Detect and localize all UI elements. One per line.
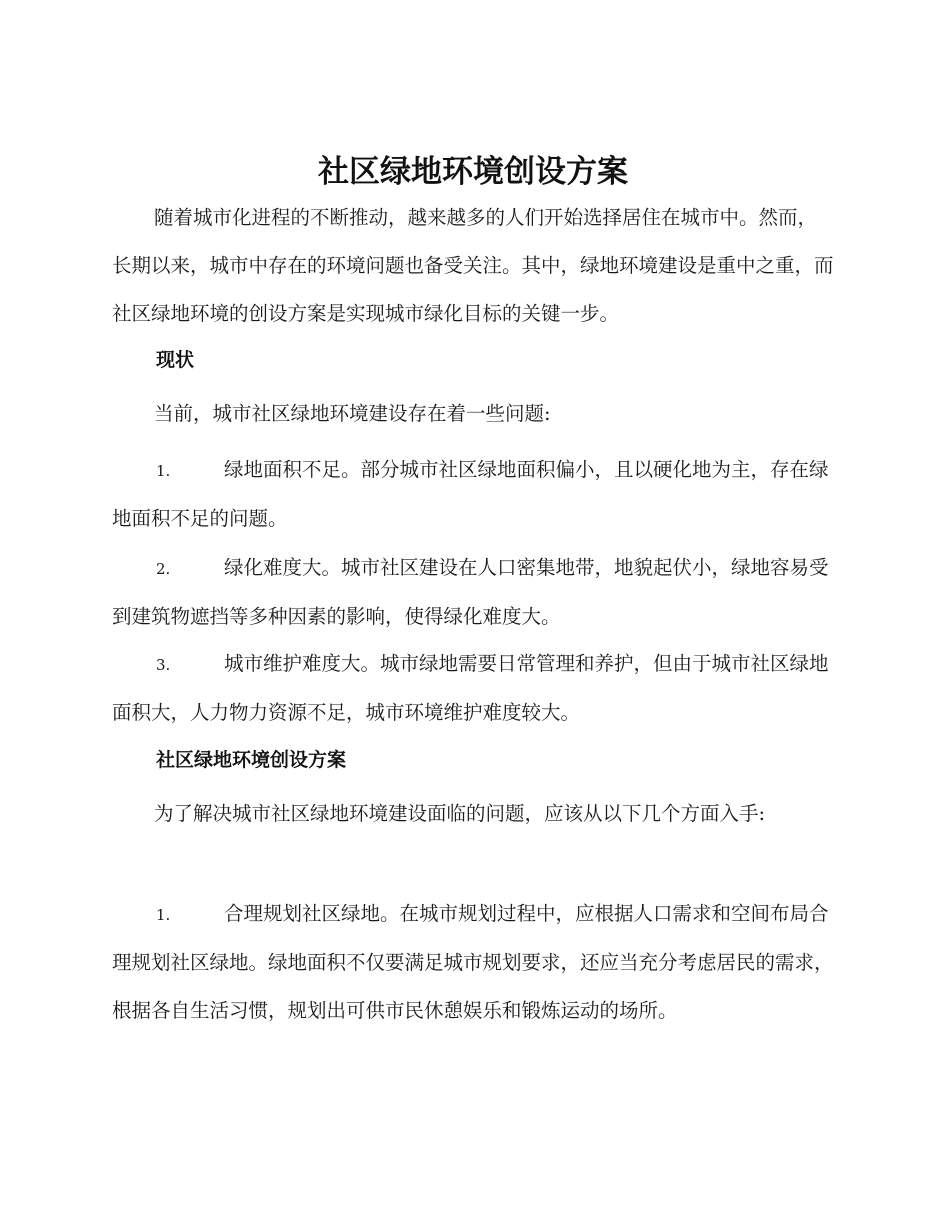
list-number: 1. xyxy=(156,462,171,480)
list-item-text: 城市维护难度大。城市绿地需要日常管理和养护，但由于城市社区绿地面积大，人力物力资源不足，城市环境维护难度较大。 xyxy=(112,652,829,724)
section-heading-status: 现状 xyxy=(156,349,195,371)
list-item-text: 合理规划社区绿地。在城市规划过程中，应根据人口需求和空间布局合理规划社区绿地。绿地面积不仅要满足城市规划要求，还应当充分考虑居民的需求，根据各自生活习惯，规划出可供市民休憩娱乐和锻炼运动的场所。 xyxy=(112,902,834,1022)
intro-paragraph: 随着城市化进程的不断推动，越来越多的人们开始选择居住在城市中。然而，长期以来，城市中存在的环境问题也备受关注。其中，绿地环境建设是重中之重，而社区绿地环境的创设方案是实现城市绿化目标的关键一步。 xyxy=(112,206,834,325)
list-item xyxy=(112,446,834,543)
list-number: 1. xyxy=(156,906,171,924)
section-lead-plan: 为了解决城市社区绿地环境建设面临的问题，应该从以下几个方面入手: xyxy=(154,802,766,825)
list-item xyxy=(112,544,834,641)
list-item-text: 绿化难度大。城市社区建设在人口密集地带，地貌起伏小，绿地容易受到建筑物遮挡等多种因素的影响，使得绿化难度大。 xyxy=(112,556,829,628)
list-number: 2. xyxy=(156,560,171,578)
list-item xyxy=(112,890,834,1035)
list-item-text: 绿地面积不足。部分城市社区绿地面积偏小，且以硬化地为主，存在绿地面积不足的问题。 xyxy=(112,458,829,530)
list-number: 3. xyxy=(156,656,171,674)
list-item xyxy=(112,640,834,737)
section-heading-plan: 社区绿地环境创设方案 xyxy=(156,749,347,771)
section-lead-status: 当前，城市社区绿地环境建设存在着一些问题: xyxy=(154,402,551,425)
document-title: 社区绿地环境创设方案 xyxy=(318,154,628,190)
